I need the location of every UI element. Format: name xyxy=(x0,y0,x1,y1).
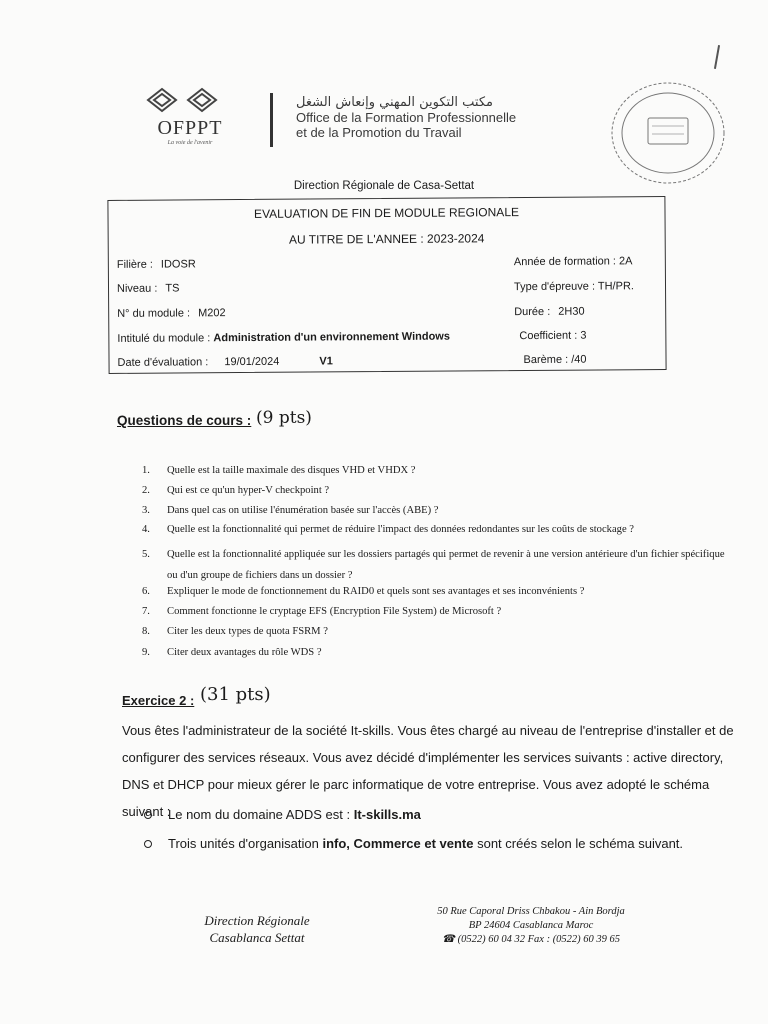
ofppt-logo-icon xyxy=(140,85,240,115)
exam-subtitle: AU TITRE DE L'ANNEE : 2023-2024 xyxy=(288,231,485,247)
question-item: 4. Quelle est la fonctionnalité qui permet de réduire l'impact des données redondantes sur les coûts de stockage ? xyxy=(142,524,634,535)
exam-info-box xyxy=(107,196,666,374)
annee-row: Année de formation : 2A xyxy=(513,255,633,269)
question-item: 5. Quelle est la fonctionnalité appliquée sur les dossiers partagés qui permet de revenir à une version antérieure d'un fichier spécifique ou d'un groupe de fichiers dans un dossier ? xyxy=(142,549,725,581)
question-item: 2. Qui est ce qu'un hyper-V checkpoint ? xyxy=(142,485,330,496)
exercise2-points-handwritten: (31 pts) xyxy=(200,684,271,705)
direction-title: Direction Régionale de Casa-Settat xyxy=(293,180,475,192)
questions-heading: Questions de cours : xyxy=(117,413,252,428)
module-title-row: Intitulé du module : Administration d'un environnement Windows xyxy=(117,330,450,345)
footer-address: 50 Rue Caporal Driss Chbakou - Ain Bordja BP 24604 Casablanca Maroc ☎ (0522) 60 04 32 Fax : (0522) 60 39 65 xyxy=(437,906,625,945)
logo-tagline: La voie de l'avenir xyxy=(167,140,213,146)
bullet-item: Le nom du domaine ADDS est : It-skills.ma xyxy=(144,802,744,827)
bullet-item: Trois unités d'organisation info, Commerce et vente sont créés selon le schéma suivant. xyxy=(144,831,744,856)
pen-mark xyxy=(714,45,720,69)
bareme-row: Barème : /40 xyxy=(523,353,587,367)
exercise2-heading: Exercice 2 : xyxy=(122,693,195,708)
question-item: 3. Dans quel cas on utilise l'énumération basée sur l'accès (ABE) ? xyxy=(142,505,439,516)
type-row: Type d'épreuve : TH/PR. xyxy=(513,280,634,294)
exercise2-paragraph: Vous êtes l'administrateur de la société It-skills. Vous êtes chargé au niveau de l'entreprise d'installer et de configurer des services réseaux. Vous avez décidé d'implémenter les services suivants : active directory, DNS et DHCP pour mieux gérer le parc informatique de votre entreprise. Vous avez adopté le schéma suivant : xyxy=(122,723,734,819)
questions-list xyxy=(142,465,732,667)
question-item: 8. Citer les deux types de quota FSRM ? xyxy=(142,626,328,637)
exercise2-bullets xyxy=(144,802,744,856)
question-item: 7. Comment fonctionne le cryptage EFS (Encryption File System) de Microsoft ? xyxy=(142,606,502,617)
bullet-icon xyxy=(144,811,152,819)
niveau-row: Niveau : TS xyxy=(116,282,180,295)
footer-direction: Direction Régionale Casablanca Settat xyxy=(204,913,310,945)
header-divider xyxy=(270,93,273,147)
bullet-icon xyxy=(144,840,152,848)
date-row: Date d'évaluation : 19/01/2024 V1 xyxy=(117,355,333,369)
exam-title: EVALUATION DE FIN DE MODULE REGIONALE xyxy=(253,205,520,221)
question-item: 1. Quelle est la taille maximale des disques VHD et VHDX ? xyxy=(142,465,416,476)
question-item: 6. Expliquer le mode de fonctionnement du RAID0 et quels sont ses avantages et ses inconvénients ? xyxy=(142,586,585,597)
question-item: 9. Citer deux avantages du rôle WDS ? xyxy=(142,647,322,658)
coefficient-row: Coefficient : 3 xyxy=(519,329,587,343)
ofppt-logo xyxy=(140,85,240,146)
questions-points-handwritten: (9 pts) xyxy=(256,408,312,428)
duree-row: Durée : 2H30 xyxy=(514,305,585,319)
org-name-arabic: مكتب التكوين المهني وإنعاش الشغل xyxy=(296,95,493,110)
official-stamp xyxy=(606,78,728,188)
filiere-row: Filière : IDOSR xyxy=(116,258,196,271)
logo-text: OFPPT xyxy=(157,117,223,139)
module-number-row: N° du module : M202 xyxy=(117,307,226,320)
org-name-french: Office de la Formation Professionnelle et de la Promotion du Travail xyxy=(296,110,517,140)
